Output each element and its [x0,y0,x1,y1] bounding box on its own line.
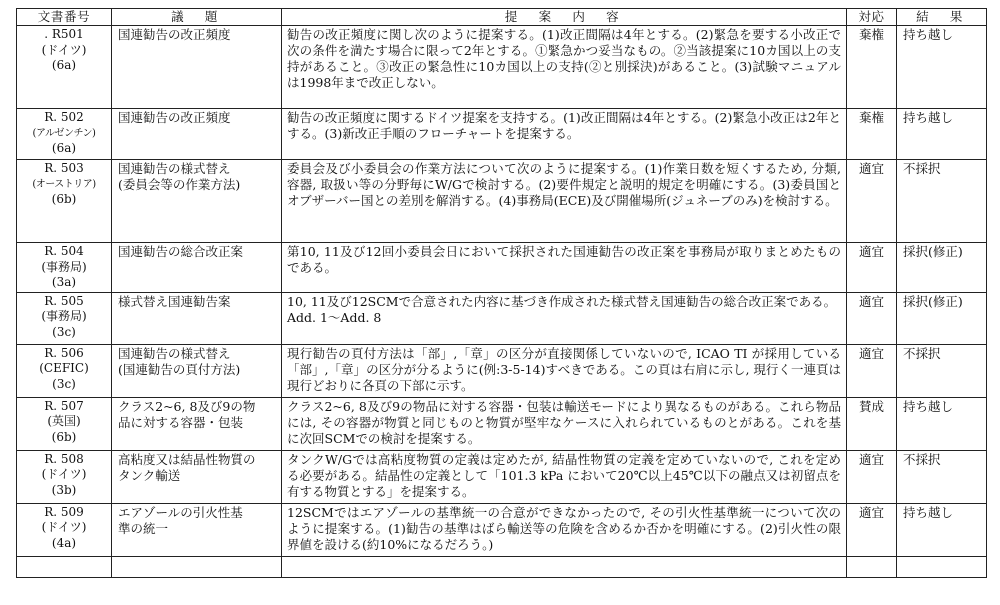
result-cell [897,243,987,293]
result-value: 不採択 [903,345,941,361]
proposer: (事務局) [41,309,87,323]
result-cell [897,503,987,556]
subject-line: クラス2~6, 8及び9の物 [118,398,256,414]
annex-ref: (6a) [51,141,77,155]
response-value: 棄権 [858,27,884,42]
table-row [17,160,987,243]
proposer: (ドイツ) [41,520,87,534]
subject-cell [112,243,282,293]
content-text: 委員会及び小委員会の作業方法について次のように提案する。(1)作業日数を短くするため, 分類, 容器, 取扱い等の分野毎にW/Gで検討する。(2)要件規定と説明的規定を明確にする。(3)委員国とオブザーバー国との差別を解消する。(4)事務局(ECE)及び開催場所(ジュネーブのみ)を検討する。 [287,161,841,208]
header-doc-number: 文書番号 [17,9,112,26]
doc-number: R. 502 [44,110,84,124]
proposer: (事務局) [41,259,87,274]
annex-ref: (3a) [51,275,77,289]
proposer: (アルゼンチン) [32,127,96,139]
content-cell [282,344,847,397]
response-cell [847,344,897,397]
doc-number-cell [17,160,112,243]
annex-ref: (3c) [52,376,76,391]
doc-number-cell [17,344,112,397]
subject-line: (国連勧告の頁付方法) [118,361,241,377]
subject-line: 国連勧告の総合改正案 [118,244,244,259]
response-value: 適宜 [858,161,884,176]
content-text: 勧告の改正頻度に関するドイツ提案を支持する。(1)改正間隔は4年とする。(2)緊急小改正は2年とする。(3)新改正手順のフローチャートを提案する。 [287,110,841,141]
table-row [17,503,987,556]
subject-line: タンク輸送 [118,467,181,483]
subject-line: (委員会等の作業方法) [118,177,241,192]
doc-number-cell [17,503,112,556]
content-text: クラス2~6, 8及び9の物品に対する容器・包装は輸送モードにより異なるものがある。これら物品には, その容器が物質と同じものと物質が堅牢なケースに入れられているものとがある。これを基に次回SCMでの検討を提案する。 [287,398,841,446]
content-cell [282,450,847,503]
content-cell [282,109,847,160]
doc-number: R. 506 [44,345,84,360]
doc-number-cell [17,450,112,503]
content-cell [282,503,847,556]
content-text: 10, 11及び12SCMで合意された内容に基づき作成された様式替え国連勧告の総合改正案である。 [287,293,837,309]
proposer: (ドイツ) [41,467,87,481]
proposal-table [16,8,987,578]
content-text: 現行勧告の頁付方法は「部」,「章」の区分が直接関係していないので, ICAO TI が採用している「部」,「章」の区分が分るように(例:3-5-14)すべきである。この頁は右肩に示し, 現行く一連頁は現行どおりに各頁の下部に示す。 [287,345,841,393]
content-cell [282,243,847,293]
doc-number: R. 505 [44,293,84,308]
result-value: 採択(修正) [903,244,963,259]
header-row [17,9,987,26]
response-cell [847,160,897,243]
annex-ref: (6b) [51,192,77,206]
header-result: 結 果 [897,9,987,26]
subject-cell [112,292,282,344]
doc-number-cell [17,397,112,450]
annex-ref: (6a) [51,58,77,72]
doc-number: R. 509 [44,504,84,519]
subject-cell [112,109,282,160]
subject-line: 高粘度又は結晶性物質の [118,451,256,467]
content-text: 勧告の改正頻度に関し次のように提案する。(1)改正間隔は4年とする。(2)緊急を要する小改正で次の条件を満たす場合に限って2年とする。①緊急かつ妥当なもの。②当該提案に10カ国以上の支持があること。③改正の緊急性に10カ国以上の支持(②と別採決)があること。(3)試験マニュアルは1998年まで改正しない。 [287,27,841,90]
subject-line: 国連勧告の様式替え [118,345,231,361]
response-cell [847,243,897,293]
response-value: 賛成 [858,398,884,414]
result-cell [897,397,987,450]
table-row [17,109,987,160]
content-text: タンクW/Gでは高粘度物質の定義は定めたが, 結晶性物質の定義を定めていないので, これを定める必要がある。結晶性の定義として「101.3 kPa において20℃以上45℃以下の融点又は初留点を有する物質とする」を提案する。 [287,451,841,499]
result-cell [897,450,987,503]
response-cell [847,503,897,556]
doc-number: R. 503 [44,161,84,175]
table-row [17,344,987,397]
response-value: 適宜 [858,345,884,361]
content-text: 12SCMではエアゾールの基準統一の合意ができなかったので, その引火性基準統一について次のように提案する。(1)勧告の基準はばら輸送等の危険を含めるか否かを明確にする。(2)引火性の限界値を設ける(約10%になるだろう。) [287,504,841,552]
annex-ref: (6b) [51,429,77,444]
subject-cell [112,397,282,450]
empty-row [17,556,987,577]
proposer: (英国) [47,414,81,428]
response-value: 適宜 [858,244,884,259]
response-cell [847,292,897,344]
doc-number: R. 507 [44,398,84,413]
doc-number: . R501 [44,27,84,41]
doc-number-cell [17,109,112,160]
result-cell [897,344,987,397]
result-cell [897,26,987,109]
content-text: Add. 1～Add. 8 [287,309,382,325]
header-response: 対応 [847,9,897,26]
response-value: 適宜 [858,293,884,309]
response-cell [847,450,897,503]
content-text: 第10, 11及び12回小委員会日において採択された国連勧告の改正案を事務局が取りまとめたものである。 [287,244,841,275]
result-value: 持ち越し [903,27,954,42]
subject-line: 国連勧告の様式替え [118,161,231,176]
subject-cell [112,160,282,243]
response-cell [847,109,897,160]
result-cell [897,160,987,243]
table-row [17,450,987,503]
table-row [17,397,987,450]
subject-cell [112,344,282,397]
empty-cell [282,556,847,577]
result-value: 持ち越し [903,398,954,414]
doc-number-cell [17,292,112,344]
subject-line: 国連勧告の改正頻度 [118,110,231,125]
subject-line: 品に対する容器・包装 [118,414,244,430]
empty-cell [112,556,282,577]
subject-cell [112,503,282,556]
subject-line: 国連勧告の改正頻度 [118,27,231,42]
subject-line: 様式替え国連勧告案 [118,293,231,309]
document-page [16,8,986,578]
content-cell [282,397,847,450]
response-value: 棄権 [858,110,884,125]
result-value: 持ち越し [903,504,954,520]
response-value: 適宜 [858,504,884,520]
proposer: (ドイツ) [41,42,87,57]
response-cell [847,397,897,450]
result-cell [897,292,987,344]
proposer: (オーストリア) [32,178,96,190]
table-row [17,292,987,344]
table-row [17,243,987,293]
response-value: 適宜 [858,451,884,467]
empty-cell [847,556,897,577]
result-value: 不採択 [903,451,941,467]
content-cell [282,292,847,344]
subject-cell [112,26,282,109]
annex-ref: (3c) [52,324,76,339]
subject-line: エアゾールの引火性基 [118,504,243,520]
doc-number: R. 508 [44,451,84,466]
subject-cell [112,450,282,503]
header-subject: 議 題 [112,9,282,26]
empty-cell [897,556,987,577]
subject-line: 準の統一 [118,520,169,536]
empty-cell [17,556,112,577]
result-value: 不採択 [903,161,941,176]
result-value: 持ち越し [903,110,954,125]
proposer: (CEFIC) [39,361,89,375]
table-row [17,26,987,109]
content-cell [282,26,847,109]
result-value: 採択(修正) [903,293,963,309]
doc-number: R. 504 [44,244,84,258]
result-cell [897,109,987,160]
content-cell [282,160,847,243]
doc-number-cell [17,26,112,109]
annex-ref: (4a) [51,535,77,550]
doc-number-cell [17,243,112,293]
header-content: 提 案 内 容 [282,9,847,26]
annex-ref: (3b) [51,482,77,497]
response-cell [847,26,897,109]
